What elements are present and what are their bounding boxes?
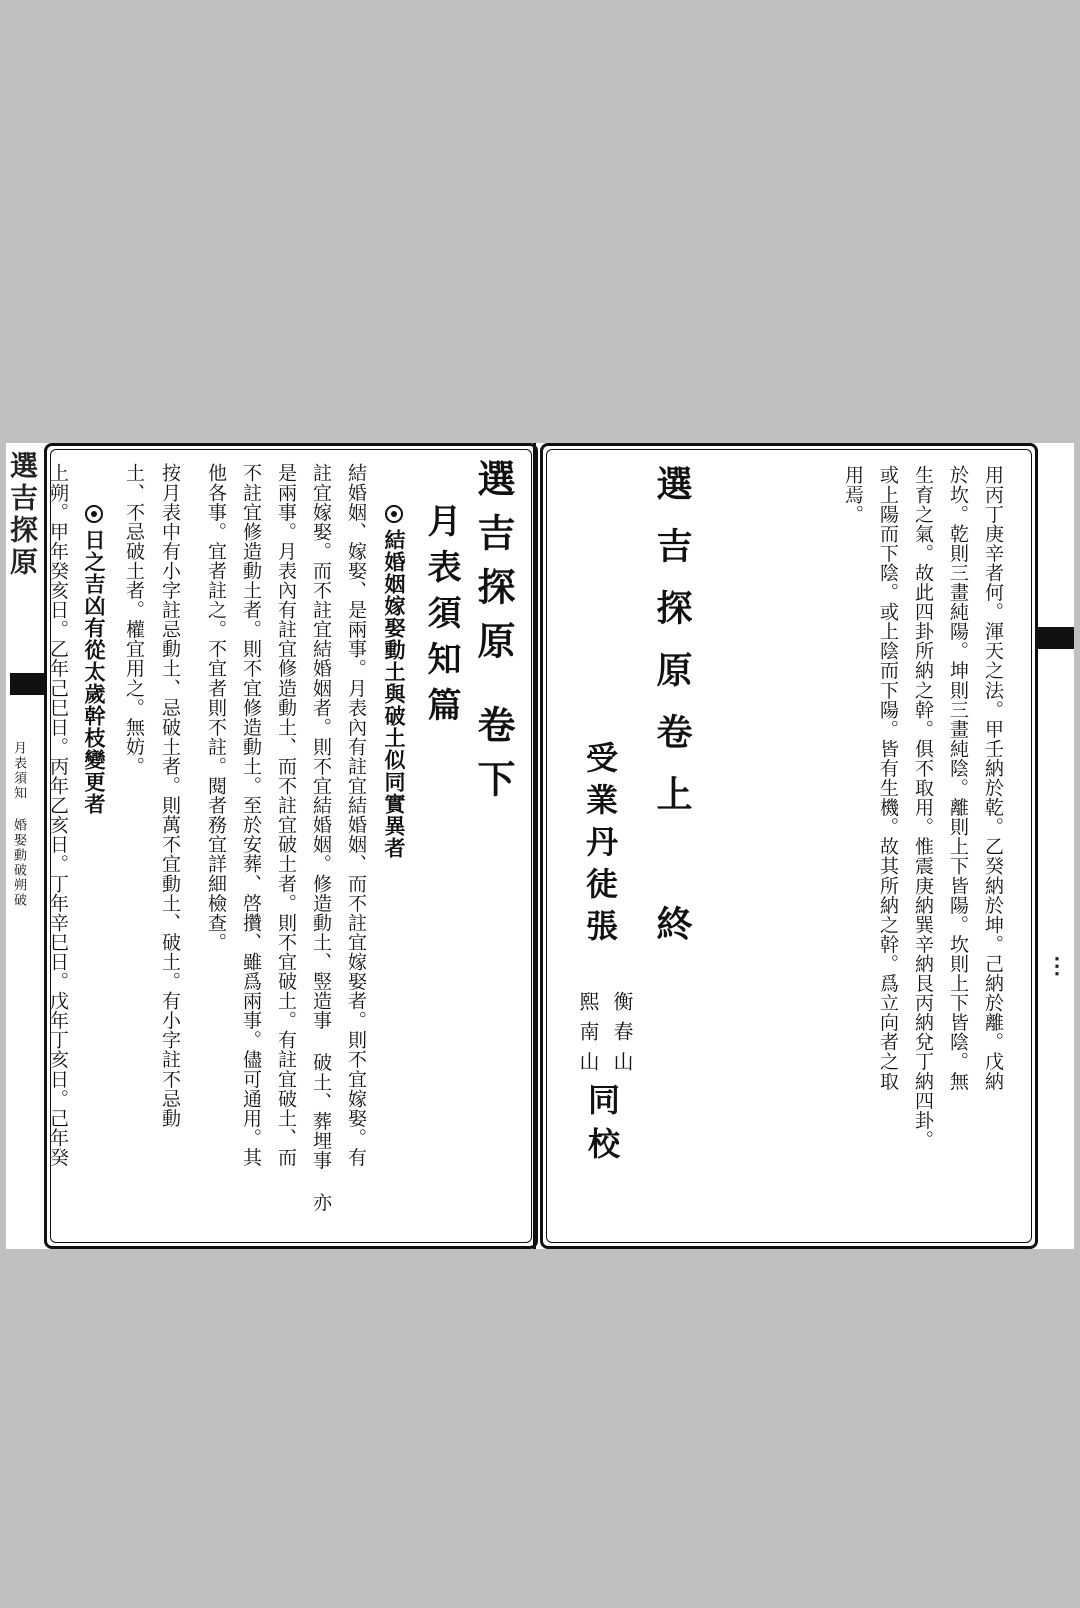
volume-label: 卷下 [471, 705, 516, 813]
gutter-line [533, 443, 536, 1249]
section-bullet-icon [385, 505, 403, 523]
left-body-line-5: 他各事。宜者註之。不宜者則不註。閱者務宜詳細檢查。 [205, 463, 227, 952]
spine-fragment: 選吉探原 [6, 451, 39, 579]
right-body-line-1: 用丙丁庚辛者何。渾天之法。甲壬納於乾。乙癸納於坤。己納於離。戊納 [982, 465, 1004, 1091]
chapter-title: 月表須知篇 [421, 503, 461, 733]
author-name-col2: 熙南山 [576, 991, 600, 1081]
left-body-line-7: 土、不忌破土者。權宜用之。無妨。 [123, 463, 145, 776]
right-body-line-3: 生育之氣。故此四卦所納之幹。俱不取用。惟震庚納巽辛納艮丙納兌丁納四卦。 [912, 465, 934, 1150]
scanned-spread [6, 443, 1074, 1249]
volume-title [471, 459, 516, 813]
right-edge-fragment: ⋮ [1046, 953, 1068, 979]
right-edge-notch [1038, 627, 1074, 649]
section-bullet-icon-2 [85, 505, 103, 523]
left-body2-line-1: 上朔。甲年癸亥日。乙年己巳日。丙年乙亥日。丁年辛巳日。戊年丁亥日。己年癸 [47, 463, 69, 1167]
right-body-line-5: 用焉。 [842, 465, 864, 524]
spine-topic-label: 婚娶動破朔破 [11, 818, 26, 908]
author-name-col1: 衡春山 [610, 991, 634, 1081]
end-book-title: 選吉探原 [651, 465, 693, 713]
end-mark: 卷上 終 [651, 713, 693, 967]
left-body-line-4: 不註宜修造動土者。則不宜修造動土。至於安葬、啓攢、雖爲兩事。儘可通用。其 [240, 463, 262, 1167]
left-body-line-1: 結婚姻、嫁娶、是兩事。月表內有註宜結婚姻、而不註宜嫁娶者。則不宜嫁娶。有 [345, 463, 367, 1167]
right-body-line-2: 於坎。乾則三畫純陽。坤則三畫純陰。離則上下皆陽。坎則上下皆陰。無 [947, 465, 969, 1091]
author-role: 受業丹徒張 [581, 741, 619, 951]
book-title: 選吉探原 [471, 459, 516, 675]
left-body-line-6: 按月表中有小字註忌動土、忌破土者。則萬不宜動土、破土。有小字註不忌動 [159, 463, 181, 1128]
left-body-line-3: 是兩事。月表內有註宜修造動土、而不註宜破土者。則不宜破土。有註宜破土、而 [275, 463, 297, 1167]
section-heading-day-omen: 日之吉凶有從太歲幹枝變更者 [84, 505, 105, 815]
end-title [651, 465, 693, 967]
spine-notch [10, 673, 46, 695]
right-body-line-4: 或上陽而下陰。或上陰而下陽。皆有生機。故其所納之幹。爲立向者之取 [877, 465, 899, 1091]
spine-section-label: 月表須知 [11, 741, 26, 801]
left-body-line-2: 註宜嫁娶。而不註宜結婚姻者。則不宜結婚姻。修造動土、竪造事 破土、葬埋事 亦 [310, 463, 332, 1212]
co-edit-label: 同校 [583, 1083, 621, 1171]
section-heading-marriage: 結婚姻嫁娶動土與破土似同實異者 [384, 505, 405, 859]
